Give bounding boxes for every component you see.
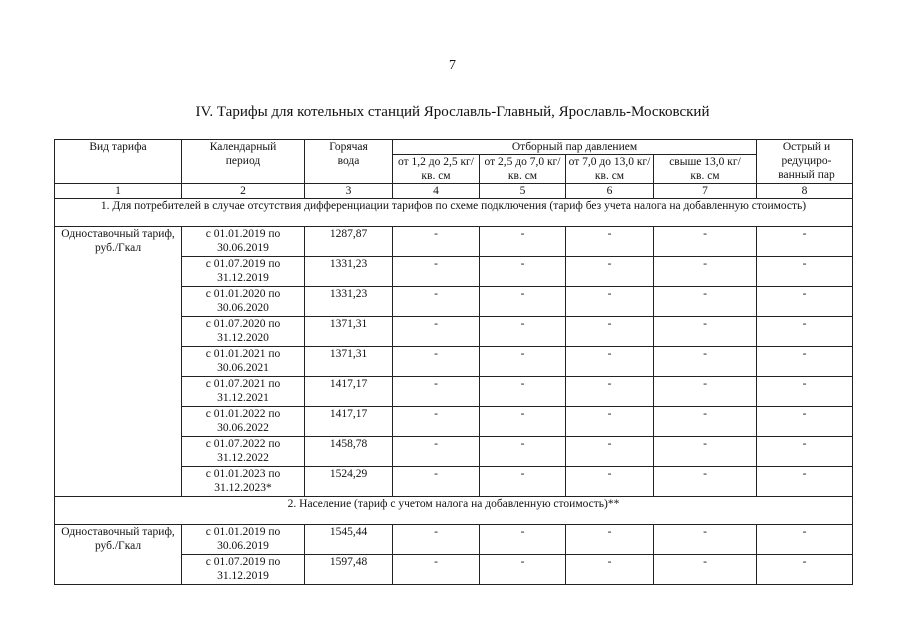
header-sharp-steam: Острый и редуциро- ванный пар xyxy=(757,140,853,184)
section-title: 2. Население (тариф с учетом налога на добавленную стоимость)** xyxy=(55,497,853,525)
steam-2-cell: - xyxy=(480,257,566,287)
steam-1-cell: - xyxy=(393,257,480,287)
steam-4-cell: - xyxy=(654,467,757,497)
steam-2-cell: - xyxy=(480,377,566,407)
steam-3-cell: - xyxy=(566,555,654,585)
column-number: 3 xyxy=(305,184,393,199)
document-title: IV. Тарифы для котельных станций Ярославль-Главный, Ярославль-Московский xyxy=(195,104,710,120)
steam-2-cell: - xyxy=(480,317,566,347)
steam-3-cell: - xyxy=(566,525,654,555)
steam-2-cell: - xyxy=(480,555,566,585)
steam-2-cell: - xyxy=(480,437,566,467)
steam-4-cell: - xyxy=(654,407,757,437)
steam-3-cell: - xyxy=(566,227,654,257)
hot-water-cell: 1331,23 xyxy=(305,257,393,287)
sharp-steam-cell: - xyxy=(757,467,853,497)
sharp-steam-cell: - xyxy=(757,287,853,317)
steam-1-cell: - xyxy=(393,407,480,437)
period-cell: с 01.01.2020 по 30.06.2020 xyxy=(182,287,305,317)
steam-1-cell: - xyxy=(393,437,480,467)
table-row xyxy=(55,227,853,257)
period-cell: с 01.01.2021 по 30.06.2021 xyxy=(182,347,305,377)
steam-1-cell: - xyxy=(393,467,480,497)
steam-3-cell: - xyxy=(566,407,654,437)
steam-3-cell: - xyxy=(566,317,654,347)
steam-1-cell: - xyxy=(393,525,480,555)
sharp-steam-cell: - xyxy=(757,347,853,377)
period-cell: с 01.07.2019 по 31.12.2019 xyxy=(182,257,305,287)
steam-4-cell: - xyxy=(654,437,757,467)
sharp-steam-cell: - xyxy=(757,377,853,407)
column-number: 4 xyxy=(393,184,480,199)
steam-3-cell: - xyxy=(566,437,654,467)
hot-water-cell: 1458,78 xyxy=(305,437,393,467)
hot-water-cell: 1417,17 xyxy=(305,377,393,407)
hot-water-cell: 1371,31 xyxy=(305,317,393,347)
header-steam-4: свыше 13,0 кг/кв. см xyxy=(654,155,757,184)
steam-4-cell: - xyxy=(654,525,757,555)
tariff-type-cell: Одноставочный тариф, руб./Гкал xyxy=(55,227,182,497)
sharp-steam-cell: - xyxy=(757,227,853,257)
period-cell: с 01.07.2020 по 31.12.2020 xyxy=(182,317,305,347)
steam-4-cell: - xyxy=(654,287,757,317)
steam-1-cell: - xyxy=(393,227,480,257)
period-cell: с 01.07.2022 по 31.12.2022 xyxy=(182,437,305,467)
header-period: Календарный период xyxy=(182,140,305,184)
section-title: 1. Для потребителей в случае отсутствия дифференциации тарифов по схеме подключения (тариф без учета налога на добавленную стоимость) xyxy=(55,199,853,227)
steam-3-cell: - xyxy=(566,377,654,407)
hot-water-cell: 1287,87 xyxy=(305,227,393,257)
header-steam-group: Отборный пар давлением xyxy=(393,140,757,155)
hot-water-cell: 1417,17 xyxy=(305,407,393,437)
table-row xyxy=(55,525,853,555)
sharp-steam-cell: - xyxy=(757,555,853,585)
steam-4-cell: - xyxy=(654,347,757,377)
steam-4-cell: - xyxy=(654,555,757,585)
header-steam-2: от 2,5 до 7,0 кг/кв. см xyxy=(480,155,566,184)
period-cell: с 01.01.2019 по 30.06.2019 xyxy=(182,525,305,555)
steam-3-cell: - xyxy=(566,347,654,377)
hot-water-cell: 1371,31 xyxy=(305,347,393,377)
column-number: 2 xyxy=(182,184,305,199)
period-cell: с 01.07.2019 по 31.12.2019 xyxy=(182,555,305,585)
sharp-steam-cell: - xyxy=(757,407,853,437)
steam-1-cell: - xyxy=(393,377,480,407)
steam-2-cell: - xyxy=(480,467,566,497)
sharp-steam-cell: - xyxy=(757,317,853,347)
section-row xyxy=(55,199,853,227)
header-hot-water: Горячая вода xyxy=(305,140,393,184)
page-number: 7 xyxy=(449,58,456,73)
sharp-steam-cell: - xyxy=(757,525,853,555)
steam-1-cell: - xyxy=(393,555,480,585)
column-number: 6 xyxy=(566,184,654,199)
column-number-row xyxy=(55,184,853,199)
tariff-table xyxy=(54,139,853,585)
column-number: 8 xyxy=(757,184,853,199)
steam-4-cell: - xyxy=(654,317,757,347)
section-row xyxy=(55,497,853,525)
steam-2-cell: - xyxy=(480,525,566,555)
hot-water-cell: 1545,44 xyxy=(305,525,393,555)
column-number: 1 xyxy=(55,184,182,199)
period-cell: с 01.01.2023 по 31.12.2023* xyxy=(182,467,305,497)
sharp-steam-cell: - xyxy=(757,437,853,467)
period-cell: с 01.07.2021 по 31.12.2021 xyxy=(182,377,305,407)
header-steam-3: от 7,0 до 13,0 кг/кв. см xyxy=(566,155,654,184)
hot-water-cell: 1331,23 xyxy=(305,287,393,317)
column-number: 5 xyxy=(480,184,566,199)
column-number: 7 xyxy=(654,184,757,199)
sharp-steam-cell: - xyxy=(757,257,853,287)
steam-1-cell: - xyxy=(393,347,480,377)
steam-3-cell: - xyxy=(566,257,654,287)
steam-3-cell: - xyxy=(566,467,654,497)
steam-3-cell: - xyxy=(566,287,654,317)
period-cell: с 01.01.2022 по 30.06.2022 xyxy=(182,407,305,437)
steam-1-cell: - xyxy=(393,287,480,317)
steam-2-cell: - xyxy=(480,287,566,317)
steam-2-cell: - xyxy=(480,227,566,257)
steam-4-cell: - xyxy=(654,257,757,287)
steam-2-cell: - xyxy=(480,407,566,437)
period-cell: с 01.01.2019 по 30.06.2019 xyxy=(182,227,305,257)
steam-4-cell: - xyxy=(654,377,757,407)
hot-water-cell: 1597,48 xyxy=(305,555,393,585)
steam-4-cell: - xyxy=(654,227,757,257)
steam-1-cell: - xyxy=(393,317,480,347)
header-tariff-type: Вид тарифа xyxy=(55,140,182,184)
header-steam-1: от 1,2 до 2,5 кг/кв. см xyxy=(393,155,480,184)
hot-water-cell: 1524,29 xyxy=(305,467,393,497)
steam-2-cell: - xyxy=(480,347,566,377)
tariff-type-cell: Одноставочный тариф, руб./Гкал xyxy=(55,525,182,585)
